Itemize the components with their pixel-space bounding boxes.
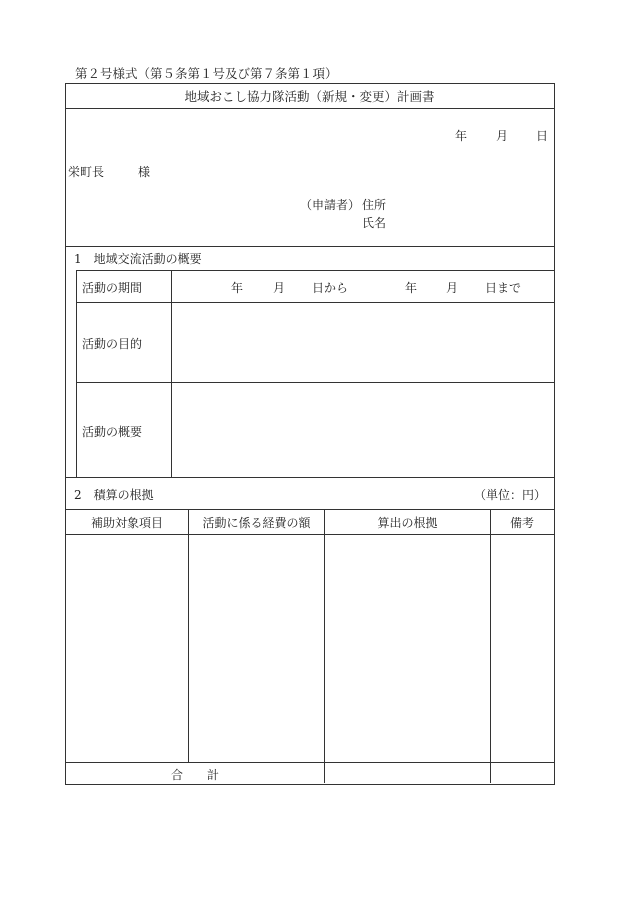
section1-bottom-divider	[65, 477, 554, 478]
column-header-remarks: 備考	[509, 516, 534, 530]
form-number: 第２号様式（第５条第１号及び第７条第１項）	[75, 66, 338, 81]
column-header-amount: 活動に係る経費の額	[202, 516, 311, 530]
period-to-month: 月	[446, 281, 459, 295]
section2-heading: 2 積算の根拠	[74, 488, 154, 502]
period-to-day: 日まで	[485, 281, 522, 295]
total-remarks-cell[interactable]	[491, 763, 553, 783]
applicant-label: （申請者）	[300, 198, 361, 212]
period-from-year: 年	[231, 281, 244, 295]
remarks-cell[interactable]	[491, 535, 553, 761]
date-year: 年	[455, 129, 468, 143]
date-day: 日	[536, 129, 549, 143]
section1-heading: 1 地域交流活動の概要	[74, 252, 202, 266]
date-month: 月	[496, 129, 509, 143]
summary-field[interactable]	[172, 383, 553, 477]
applicant-divider	[65, 246, 554, 247]
applicant-name-label: 氏名	[362, 216, 387, 230]
addressee-name: 栄町長	[68, 165, 105, 179]
period-label: 活動の期間	[82, 281, 143, 295]
applicant-address-label: 住所	[362, 198, 387, 212]
summary-label: 活動の概要	[82, 425, 143, 439]
form-title: 地域おこし協力隊活動（新規・変更）計画書	[184, 89, 435, 104]
unit-label: （単位：円）	[474, 488, 547, 502]
amount-cell[interactable]	[189, 535, 324, 761]
title-divider	[65, 108, 554, 109]
column-header-basis: 算出の根拠	[377, 516, 438, 530]
period-from-day: 日から	[312, 281, 349, 295]
addressee-honorific: 様	[138, 165, 151, 179]
purpose-label: 活動の目的	[82, 337, 143, 351]
column-header-item: 補助対象項目	[90, 516, 163, 530]
period-to-year: 年	[405, 281, 418, 295]
section1-heading-divider	[76, 270, 554, 271]
basis-cell[interactable]	[325, 535, 490, 761]
item-cell[interactable]	[66, 535, 188, 761]
total-amount-cell[interactable]	[325, 763, 490, 783]
total-label: 合 計	[170, 768, 219, 782]
purpose-field[interactable]	[172, 303, 553, 382]
section2-heading-divider	[65, 509, 554, 510]
period-from-month: 月	[273, 281, 286, 295]
